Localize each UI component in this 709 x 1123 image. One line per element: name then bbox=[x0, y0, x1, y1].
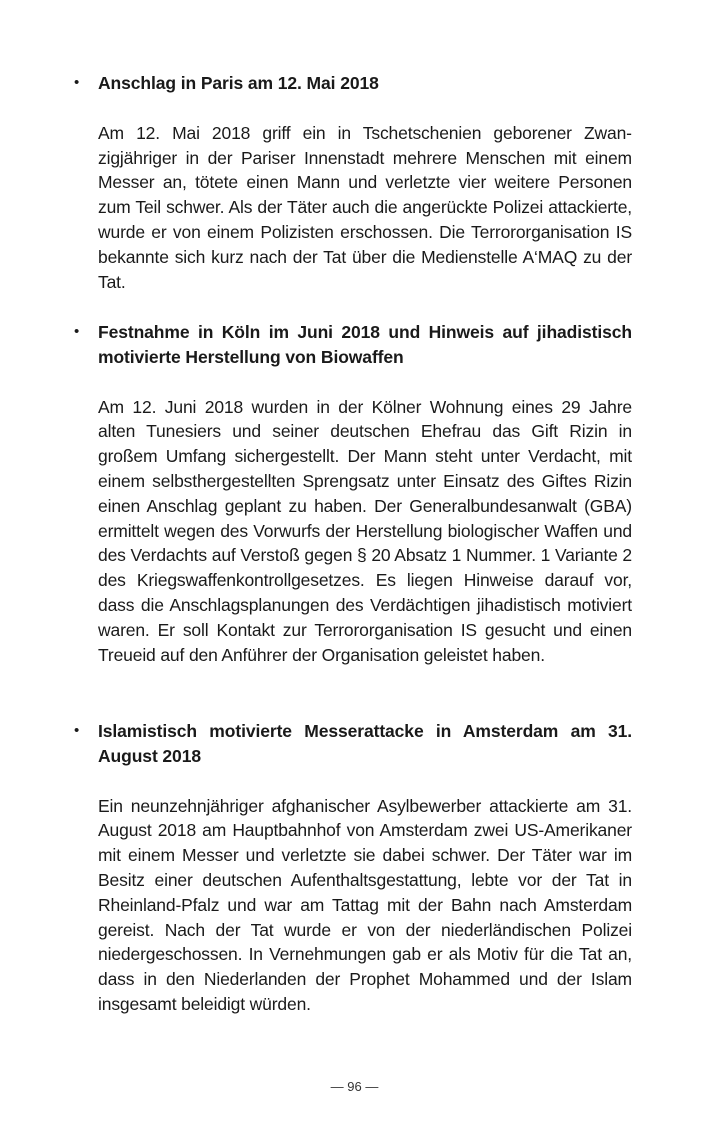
section-body: Am 12. Juni 2018 wurden in der Kölner Wohnung eines 29 Jahre alten Tunesiers und seiner deutschen Ehefrau das Gift Rizin in großem Umfang sichergestellt. Der Mann steht unter Verdacht, mit einem selbsthergestellten Sprengsatz unter Einsatz des Giftes Rizin einen Anschlag geplant zu haben. Der Generalbundesanwalt (GBA) ermittelt wegen des Vorwurfs der Herstellung biologischer Waffen und des Verdachts auf Verstoß gegen § 20 Absatz 1 Nummer. 1 Variante 2 des Kriegswaffenkontrollgesetzes. Es liegen Hinweise darauf vor, dass die Anschlagsplanungen des Verdächtigen jihadistisch motiviert waren. Er soll Kontakt zur Terrororganisation IS gesucht und einen Treueid auf den Anführer der Organisation geleistet haben. bbox=[98, 396, 632, 665]
list-item-content bbox=[98, 719, 632, 1017]
section-heading: Anschlag in Paris am 12. Mai 2018 bbox=[98, 73, 379, 93]
page-number: — 96 — bbox=[330, 1079, 379, 1094]
list-item-content bbox=[98, 71, 632, 294]
section-body: Am 12. Mai 2018 griff ein in Tschetschenien geborener Zwanzigjähriger in der Pariser Innenstadt mehrere Menschen mit einem Messer an, tötete einen Mann und verletzte vier weitere Personen zum Teil schwer. Als der Täter auch die angerückte Polizei attackierte, wurde er von einem Polizisten erschossen. Die Terrororganisation IS bekannte sich kurz nach der Tat über die Medienstelle A‘MAQ zu der Tat. bbox=[98, 122, 632, 292]
section-heading: Festnahme in Köln im Juni 2018 und Hinweis auf jihadistisch motivierte Herstellung von Biowaffen bbox=[98, 322, 632, 367]
section-body: Ein neunzehnjähriger afghanischer Asylbewerber attackierte am 31. August 2018 am Hauptbahnhof von Amsterdam zwei US-Amerikaner mit einem Messer und verletzte sie dabei schwer. Der Täter war im Besitz einer deutschen Aufenthaltsgestattung, lebte vor der Tat in Rheinland-Pfalz und war am Tattag mit der Bahn nach Amsterdam gereist. Nach der Tat wurde er von der niederländischen Polizei niedergeschossen. In Vernehmungen gab er als Motiv für die Tat an, dass in den Niederlanden der Prophet Mohammed und der Islam insgesamt beleidigt würden. bbox=[98, 795, 632, 1014]
list-item-content bbox=[98, 320, 632, 667]
section-heading: Islamistisch motivierte Messerattacke in Amsterdam am 31. August 2018 bbox=[98, 721, 632, 766]
bullet-icon: • bbox=[74, 722, 80, 739]
bullet-icon: • bbox=[74, 74, 80, 91]
bullet-icon: • bbox=[74, 323, 80, 340]
